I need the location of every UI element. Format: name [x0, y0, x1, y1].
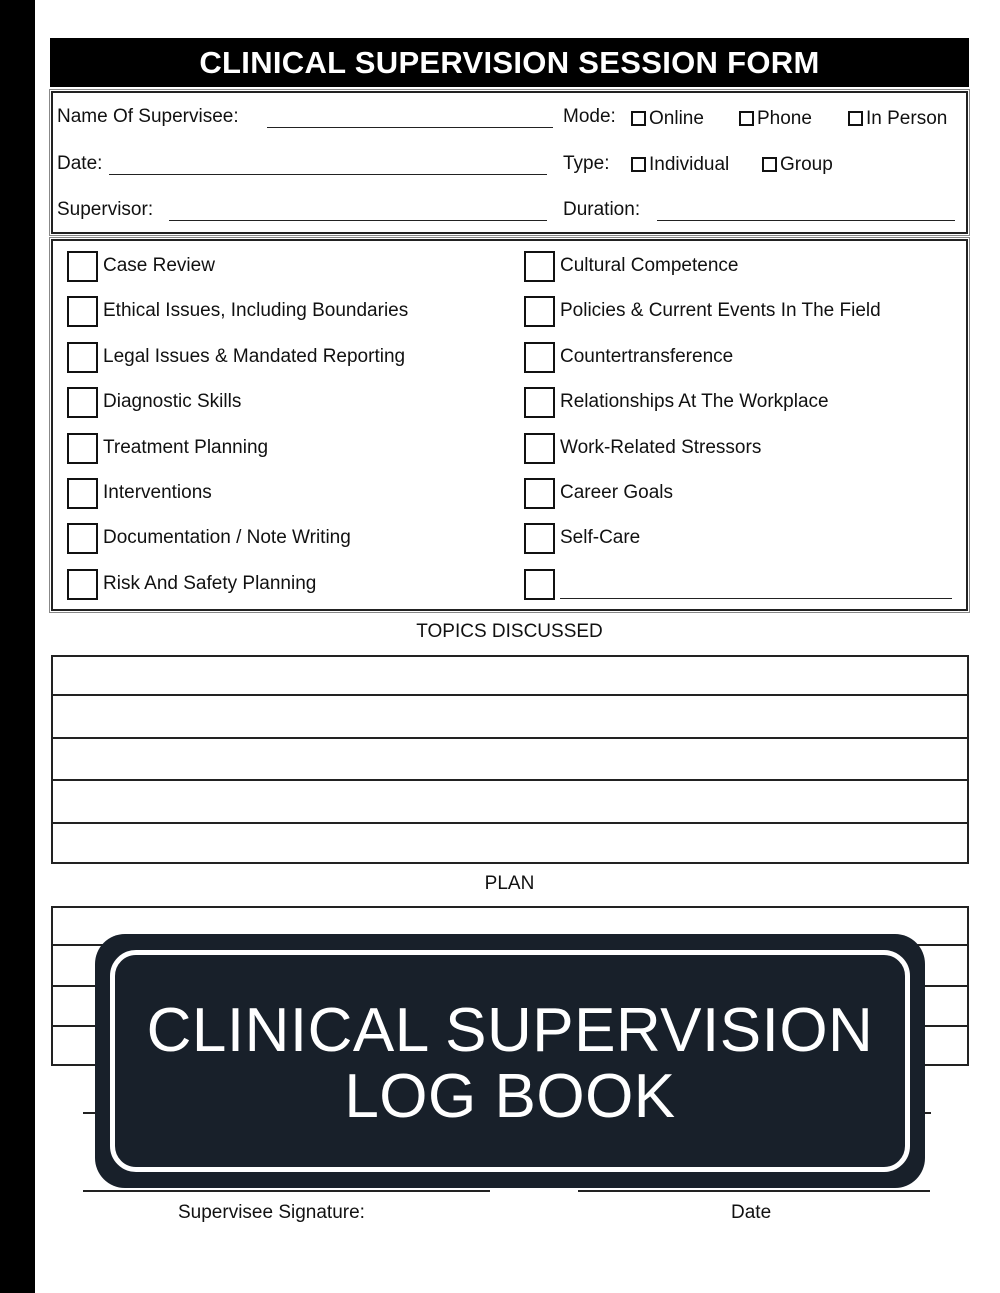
topic-checkbox[interactable]: [524, 478, 555, 509]
topic-label: Interventions: [103, 482, 212, 503]
topic-checkbox[interactable]: [524, 433, 555, 464]
signature-date-label: Date: [731, 1202, 772, 1223]
topic-checkbox[interactable]: [67, 342, 98, 373]
topic-label: Career Goals: [560, 482, 673, 503]
ruled-line: [51, 694, 969, 696]
type-individual[interactable]: Individual: [631, 154, 729, 176]
name-field[interactable]: [267, 127, 553, 128]
duration-field[interactable]: [657, 220, 955, 221]
checkbox-icon: [631, 111, 646, 126]
topic-label: Case Review: [103, 255, 215, 276]
ruled-line: [51, 779, 969, 781]
topic-checkbox[interactable]: [524, 523, 555, 554]
signature-label: Supervisee Signature:: [178, 1202, 365, 1223]
topic-label: Documentation / Note Writing: [103, 527, 351, 548]
session-info-box: [51, 91, 968, 234]
date-label: Date:: [57, 153, 103, 174]
ruled-line: [51, 822, 969, 824]
checkbox-icon: [848, 111, 863, 126]
topic-label: Ethical Issues, Including Boundaries: [103, 300, 409, 321]
mode-online[interactable]: Online: [631, 108, 704, 130]
topic-label: Legal Issues & Mandated Reporting: [103, 346, 406, 367]
supervisor-label: Supervisor:: [57, 199, 154, 220]
topic-label: Relationships At The Workplace: [560, 391, 829, 412]
topic-checkbox[interactable]: [67, 523, 98, 554]
checkbox-icon: [631, 157, 646, 172]
topic-label: Policies & Current Events In The Field: [560, 300, 881, 321]
mode-phone[interactable]: Phone: [739, 108, 812, 130]
topic-label: Self-Care: [560, 527, 641, 548]
cover-title-line-1: CLINICAL SUPERVISION: [146, 996, 874, 1065]
topic-checkbox[interactable]: [67, 387, 98, 418]
topics-checklist: [51, 239, 968, 611]
book-spine: [0, 0, 35, 1293]
topic-checkbox[interactable]: [67, 251, 98, 282]
duration-label: Duration:: [563, 199, 641, 220]
ruled-line: [51, 737, 969, 739]
topic-checkbox[interactable]: [524, 569, 555, 600]
supervisor-field[interactable]: [169, 220, 547, 221]
plan-heading: PLAN: [484, 873, 535, 894]
mode-in-person[interactable]: In Person: [848, 108, 947, 130]
topic-checkbox[interactable]: [67, 569, 98, 600]
topic-label: Cultural Competence: [560, 255, 739, 276]
form-title: CLINICAL SUPERVISION SESSION FORM: [50, 38, 969, 87]
topic-checkbox[interactable]: [67, 296, 98, 327]
date-field[interactable]: [109, 174, 547, 175]
cover-title-line-2: LOG BOOK: [344, 1062, 676, 1131]
topic-checkbox[interactable]: [67, 433, 98, 464]
mode-label: Mode:: [563, 106, 616, 127]
topic-label: Diagnostic Skills: [103, 391, 242, 412]
topic-checkbox[interactable]: [524, 296, 555, 327]
type-group[interactable]: Group: [762, 154, 833, 176]
topic-label: Risk And Safety Planning: [103, 573, 317, 594]
topic-checkbox[interactable]: [524, 251, 555, 282]
other-topic-field[interactable]: [560, 598, 952, 599]
signature-line[interactable]: [83, 1190, 490, 1192]
name-label: Name Of Supervisee:: [57, 106, 239, 127]
checkbox-icon: [739, 111, 754, 126]
topic-label: Treatment Planning: [103, 437, 269, 458]
topics-discussed-heading: TOPICS DISCUSSED: [416, 621, 603, 642]
type-label: Type:: [563, 153, 610, 174]
topics-discussed-area[interactable]: [51, 655, 969, 864]
topic-checkbox[interactable]: [67, 478, 98, 509]
topic-checkbox[interactable]: [524, 387, 555, 418]
topic-label: Countertransference: [560, 346, 734, 367]
topic-checkbox[interactable]: [524, 342, 555, 373]
signature-date-line[interactable]: [578, 1190, 930, 1192]
topic-label: Work-Related Stressors: [560, 437, 762, 458]
checkbox-icon: [762, 157, 777, 172]
